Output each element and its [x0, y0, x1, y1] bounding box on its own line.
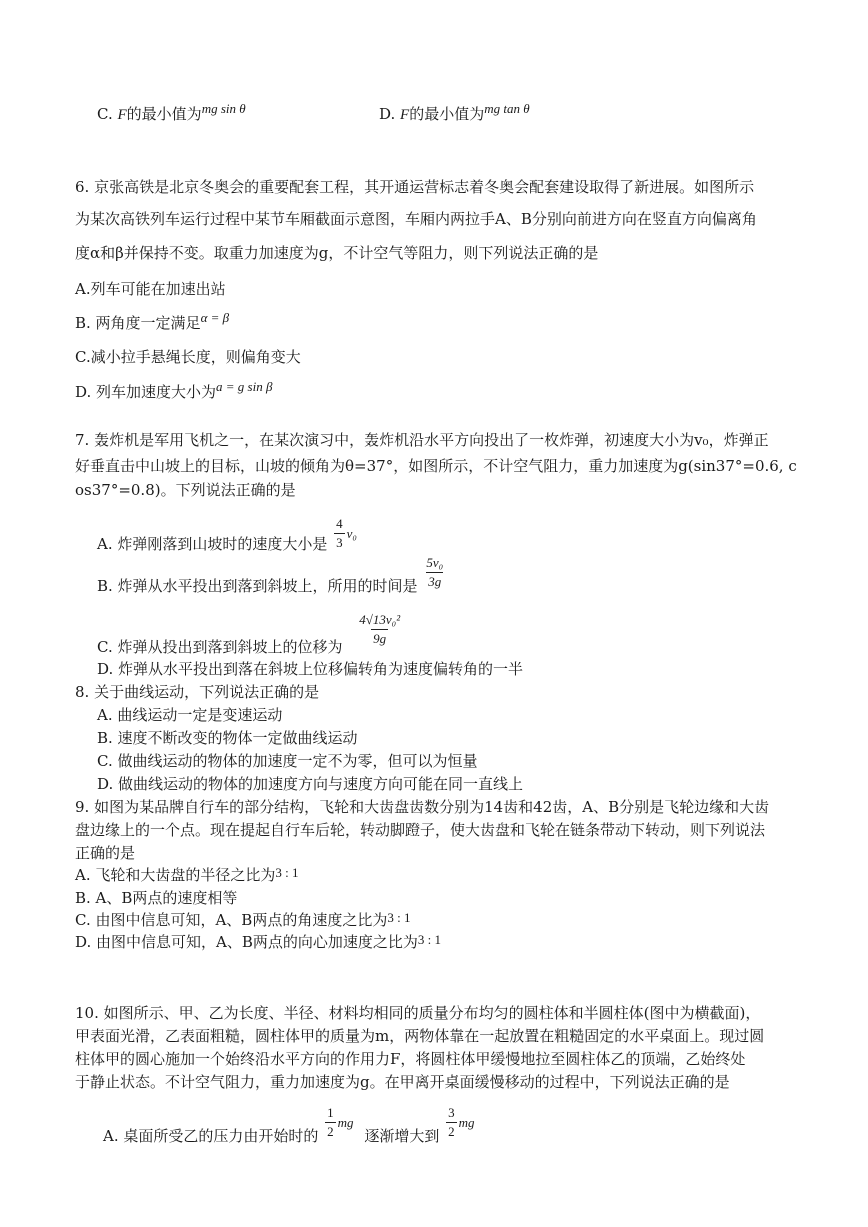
q6-stem-line-2: 为某次高铁列车运行过程中某节车厢截面示意图，车厢内两拉手A、B分别向前进方向在竖直方向偏离角 — [75, 210, 757, 228]
formula: mg sin θ — [201, 101, 246, 116]
fraction — [424, 554, 445, 591]
formula: α = β — [200, 310, 230, 325]
formula: mg — [458, 1114, 475, 1130]
option-label: D. — [379, 105, 396, 123]
q7-option-d: D. 炸弹从水平投出到落在斜坡上位移偏转角为速度偏转角的一半 — [97, 660, 524, 678]
q10-stem-line-1: 10. 如图所示、甲、乙为长度、半径、材料均相同的质量分布均匀的圆柱体和半圆柱体(图中为横截面)， — [75, 1004, 761, 1022]
q7-option-a — [97, 503, 357, 553]
ratio: 3 : 1 — [417, 932, 442, 947]
q10-stem-line-3: 柱体甲的圆心施加一个始终沿水平方向的作用力F，将圆柱体甲缓慢地拉至圆柱体乙的顶端，乙始终处 — [75, 1050, 746, 1068]
denominator: 3 — [336, 535, 343, 550]
option-text: 的最小值为 — [409, 105, 485, 123]
option-text: D. 由图中信息可知，A、B两点的向心加速度之比为 — [75, 933, 418, 951]
fraction — [446, 1104, 457, 1141]
q9-option-c — [75, 910, 410, 931]
fraction — [325, 1104, 336, 1141]
q5-option-d — [379, 101, 530, 125]
q6-stem-line-1: 6. 京张高铁是北京冬奥会的重要配套工程，其开通运营标志着冬奥会配套建设取得了新进展。如图所示 — [75, 178, 755, 196]
numerator: 5v₀ — [426, 555, 444, 570]
formula: mg tan θ — [484, 101, 530, 116]
q6-option-b — [75, 310, 230, 334]
q6-stem-line-3: 度α和β并保持不变。取重力加速度为g，不计空气等阻力，则下列说法正确的是 — [75, 244, 599, 262]
q9-option-b: B. A、B两点的速度相等 — [75, 889, 238, 907]
q9-stem-line-1: 9. 如图为某品牌自行车的部分结构，飞轮和大齿盘齿数分别为14齿和42齿，A、B分别是飞轮边缘和大齿 — [75, 798, 770, 816]
q8-stem: 8. 关于曲线运动，下列说法正确的是 — [75, 683, 320, 701]
velocity-symbol: v₀ — [346, 525, 357, 541]
option-text: C. 炸弹从投出到落到斜坡上的位移为 — [97, 637, 343, 656]
q8-option-c: C. 做曲线运动的物体的加速度一定不为零，但可以为恒量 — [97, 752, 478, 770]
option-text: A. 飞轮和大齿盘的半径之比为 — [75, 866, 276, 884]
q5-option-c — [97, 101, 246, 125]
formula: a = g sin β — [216, 379, 273, 394]
option-text: B. 两角度一定满足 — [75, 314, 201, 332]
q9-stem-line-3: 正确的是 — [75, 844, 136, 862]
option-text: B. 炸弹从水平投出到落到斜坡上，所用的时间是 — [97, 576, 418, 595]
q7-stem-line-1: 7. 轰炸机是军用飞机之一，在某次演习中，轰炸机沿水平方向投出了一枚炸弹，初速度大小为v₀，炸弹正 — [75, 431, 769, 449]
option-label: C. — [97, 105, 113, 123]
fraction — [357, 611, 402, 648]
q7-stem-line-2: 好垂直击中山坡上的目标，山坡的倾角为θ=37°，如图所示，不计空气阻力，重力加速度为g(sin37°=0.6, c — [75, 457, 797, 475]
denominator: 9g — [373, 631, 387, 646]
option-text: 逐渐增大到 — [364, 1126, 440, 1145]
q6-option-c: C.减小拉手悬绳长度，则偏角变大 — [75, 348, 301, 366]
option-text: 的最小值为 — [126, 105, 202, 123]
option-text: A. 桌面所受乙的压力由开始时的 — [103, 1126, 319, 1145]
q8-option-d: D. 做曲线运动的物体的加速度方向与速度方向可能在同一直线上 — [97, 775, 524, 793]
formula: mg — [337, 1114, 354, 1130]
q7-stem-line-3: os37°=0.8)。下列说法正确的是 — [75, 481, 296, 499]
q8-option-b: B. 速度不断改变的物体一定做曲线运动 — [97, 729, 358, 747]
option-text: D. 列车加速度大小为 — [75, 383, 217, 401]
ratio: 3 : 1 — [387, 910, 411, 925]
denominator: 2 — [327, 1124, 334, 1139]
q9-option-d — [75, 932, 441, 953]
numerator: 4√13v₀² — [359, 612, 401, 627]
variable-f: F — [400, 107, 410, 123]
numerator: 1 — [327, 1105, 334, 1120]
numerator: 4 — [336, 516, 343, 531]
q7-option-c — [97, 603, 404, 656]
option-text: C. 由图中信息可知，A、B两点的角速度之比为 — [75, 911, 388, 929]
denominator: 2 — [448, 1124, 455, 1139]
q10-stem-line-4: 于静止状态。不计空气阻力，重力加速度为g。在甲离开桌面缓慢移动的过程中，下列说法正确的是 — [75, 1073, 730, 1091]
q9-option-a — [75, 865, 299, 886]
denominator: 3g — [428, 574, 442, 589]
q6-option-a: A.列车可能在加速出站 — [75, 280, 226, 298]
option-text: A. 炸弹刚落到山坡时的速度大小是 — [97, 534, 328, 553]
variable-f: F — [117, 107, 127, 123]
q7-option-b — [97, 546, 447, 595]
q8-option-a: A. 曲线运动一定是变速运动 — [97, 706, 283, 724]
q9-stem-line-2: 盘边缘上的一个点。现在提起自行车后轮，转动脚蹬子，使大齿盘和飞轮在链条带动下转动，则下列说法 — [75, 821, 766, 839]
q10-option-a — [103, 1098, 475, 1145]
ratio: 3 : 1 — [275, 865, 299, 880]
q6-option-d — [75, 379, 273, 403]
numerator: 3 — [448, 1105, 455, 1120]
q10-stem-line-2: 甲表面光滑，乙表面粗糙，圆柱体甲的质量为m，两物体靠在一起放置在粗糙固定的水平桌面上。现过圆 — [75, 1027, 765, 1045]
